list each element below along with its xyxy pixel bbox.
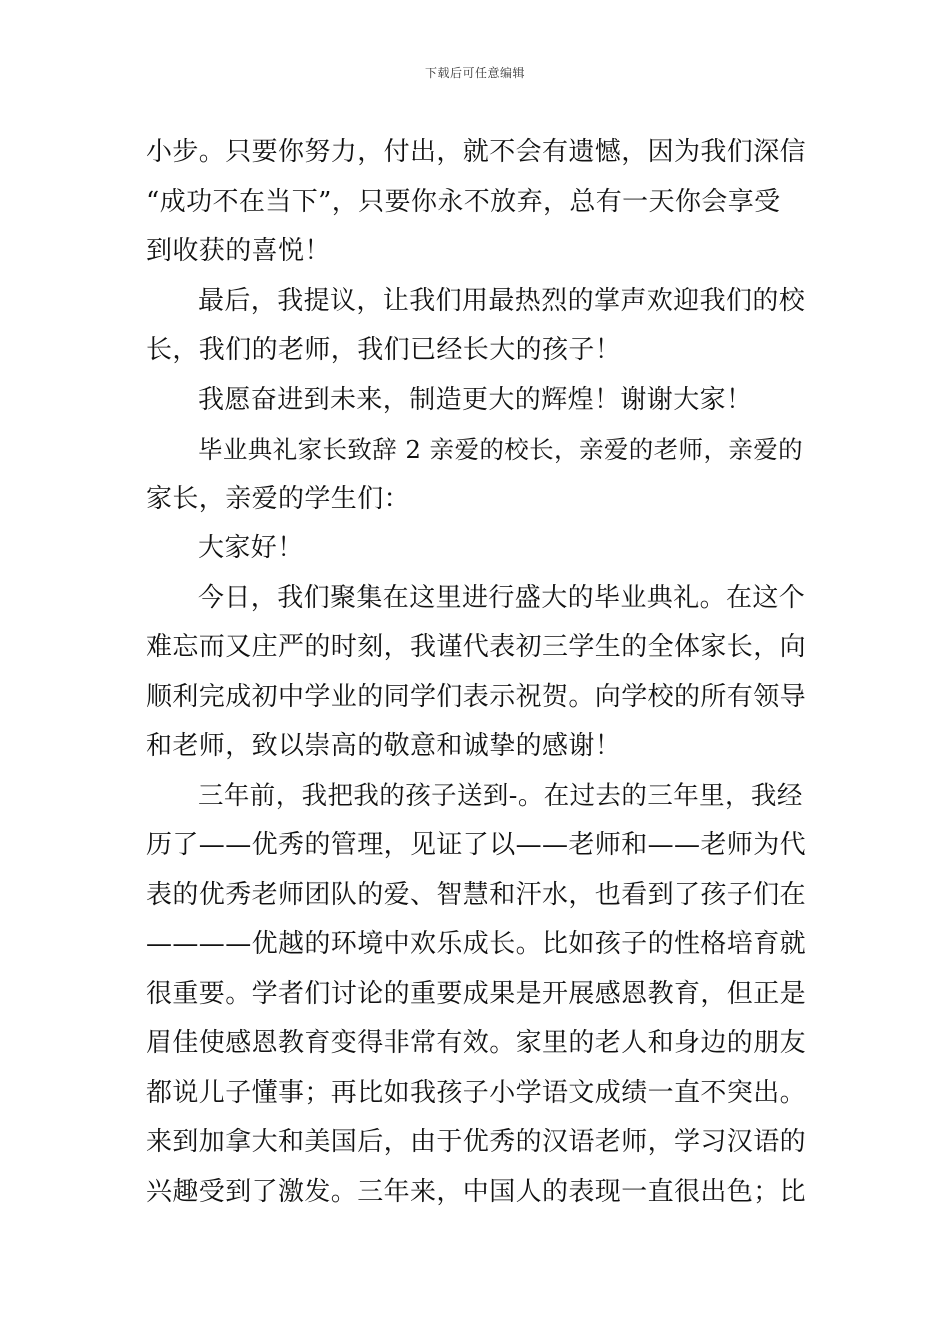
text-line: 很重要。学者们讨论的重要成果是开展感恩教育，但正是 bbox=[146, 978, 807, 1009]
paragraph-start-line: 今日，我们聚集在这里进行盛大的毕业典礼。在这个 bbox=[198, 582, 806, 613]
text-line: 眉佳使感恩教育变得非常有效。家里的老人和身边的朋友 bbox=[146, 1028, 807, 1058]
text-line: “成功不在当下”，只要你永不放弃，总有一天你会享受 bbox=[146, 186, 781, 217]
document-body bbox=[146, 128, 810, 1217]
text-line: 顺利完成初中学业的同学们表示祝贺。向学校的所有领导 bbox=[146, 681, 807, 712]
paragraph-start-line: 最后，我提议，让我们用最热烈的掌声欢迎我们的校 bbox=[198, 285, 806, 316]
text-line: 家长，亲爱的学生们： bbox=[146, 483, 411, 514]
text-line: 都说儿子懂事；再比如我孩子小学语文成绩一直不突出。 bbox=[146, 1077, 807, 1108]
text-line: 兴趣受到了激发。三年来，中国人的表现一直很出色；比 bbox=[146, 1176, 807, 1207]
text-line: 历了——优秀的管理，见证了以——老师和——老师为代 bbox=[146, 830, 807, 860]
text-line: 到收获的喜悦！ bbox=[146, 236, 331, 266]
page-header: 下载后可任意编辑 bbox=[424, 66, 525, 80]
text-line: 难忘而又庄严的时刻，我谨代表初三学生的全体家长，向 bbox=[146, 632, 807, 662]
paragraph-start-line: 大家好！ bbox=[198, 533, 304, 563]
paragraph-start-line: 三年前，我把我的孩子送到-。在过去的三年里，我经 bbox=[198, 780, 803, 811]
text-line: 小步。只要你努力，付出，就不会有遗憾，因为我们深信 bbox=[146, 137, 807, 167]
paragraph-start-line: 我愿奋进到未来，制造更大的辉煌！谢谢大家！ bbox=[198, 384, 753, 415]
text-line: 长，我们的老师，我们已经长大的孩子！ bbox=[146, 335, 622, 365]
text-line: 来到加拿大和美国后，由于优秀的汉语老师，学习汉语的 bbox=[146, 1127, 807, 1157]
text-line: 和老师，致以崇高的敬意和诚挚的感谢！ bbox=[146, 731, 622, 761]
text-line: ————优越的环境中欢乐成长。比如孩子的性格培育就 bbox=[146, 929, 807, 959]
text-line: 表的优秀老师团队的爱、智慧和汗水，也看到了孩子们在 bbox=[146, 879, 807, 910]
paragraph-start-line: 毕业典礼家长致辞 2 亲爱的校长，亲爱的老师，亲爱的 bbox=[198, 435, 804, 464]
